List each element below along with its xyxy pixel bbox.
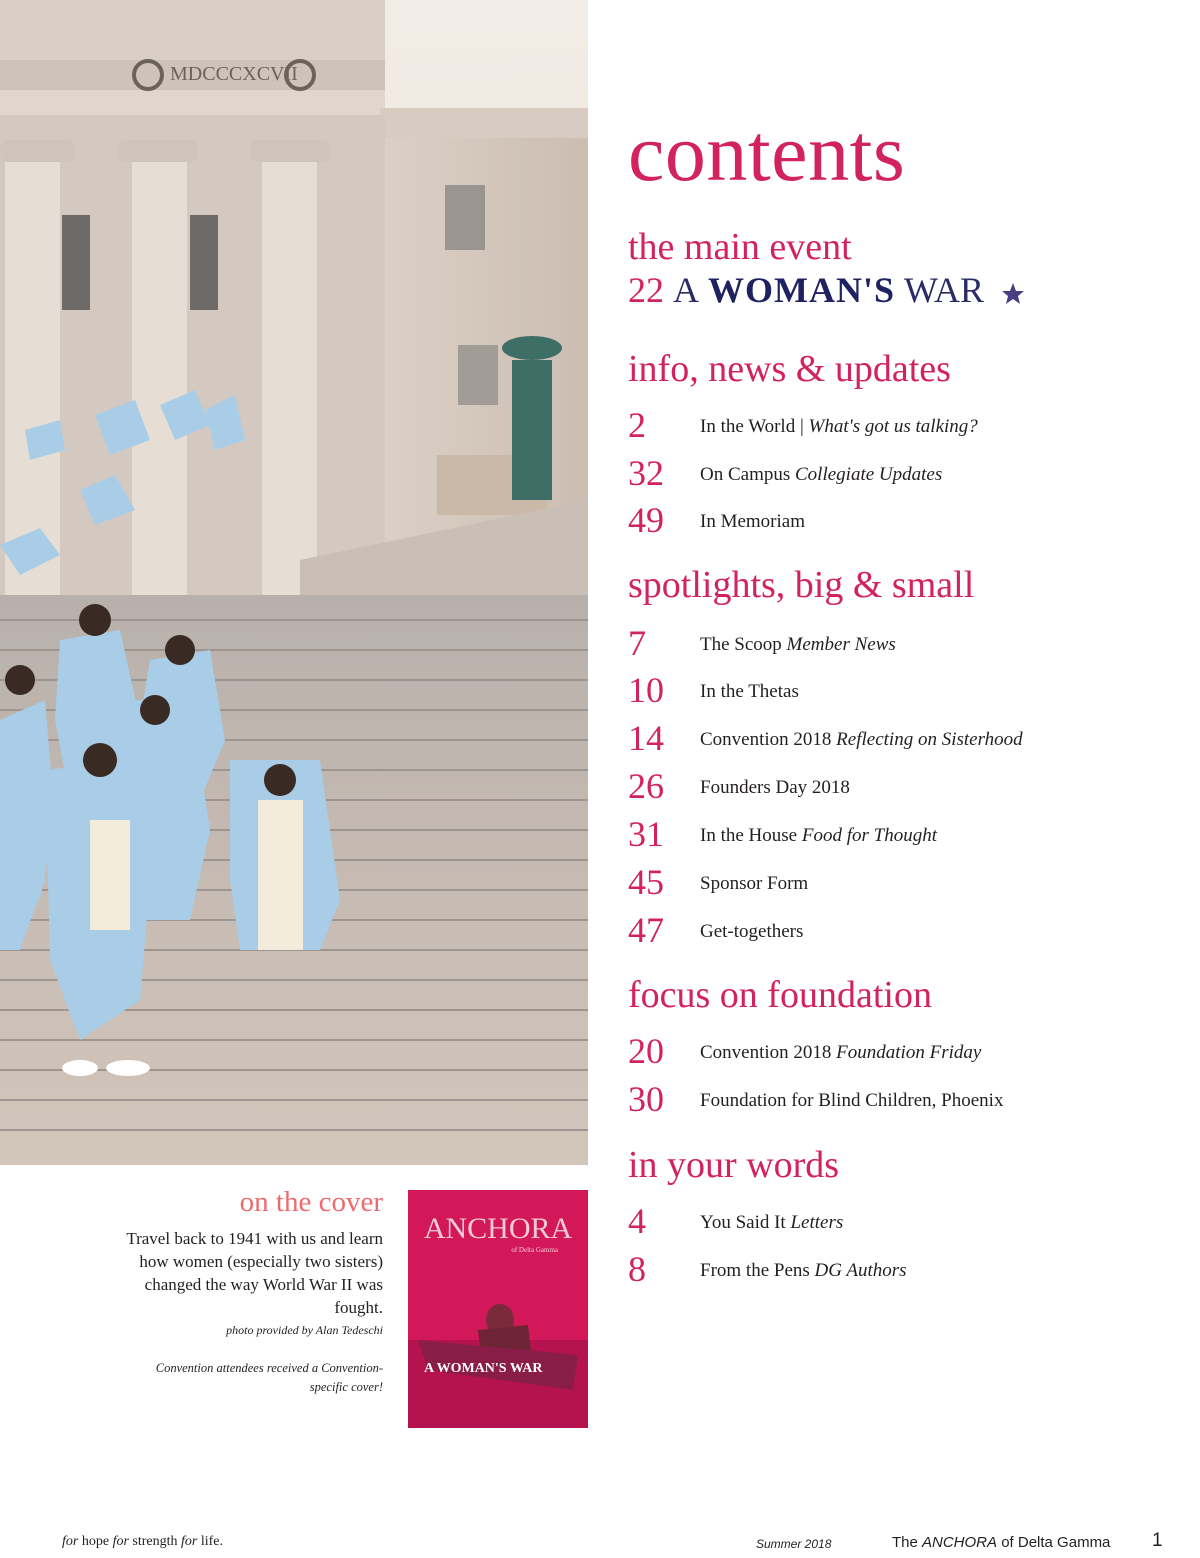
toc-entry[interactable] [628,862,1188,902]
toc-entry-title: Convention 2018 [700,729,837,750]
toc-entry-label [700,726,1023,754]
toc-entry[interactable] [628,1201,1188,1241]
publication-prefix: The [892,1534,923,1551]
toc-page-number: 31 [628,814,664,854]
toc-entry-title: In Memoriam [700,511,806,532]
toc-entry[interactable] [628,623,1188,663]
toc-entry-subtitle: Reflecting on Sisterhood [836,729,1023,750]
toc-page-number: 47 [628,910,664,950]
toc-entry[interactable] [628,814,1188,854]
motto-hope: hope [78,1534,113,1549]
publication-suffix: of Delta Gamma [997,1534,1111,1551]
section-heading-info-news: info, news & updates [628,348,951,390]
issue-date: Summer 2018 [756,1537,832,1551]
toc-entry[interactable] [628,718,1188,758]
toc-entry[interactable] [628,1249,1188,1289]
toc-page-number: 32 [628,453,664,493]
toc-page-number: 8 [628,1249,646,1289]
toc-entry-title: On Campus [700,464,795,485]
main-event-title-womans: WOMAN'S [708,270,895,310]
toc-entry-label [700,1257,907,1285]
toc-entry-title: You Said It [700,1212,791,1233]
cover-description: Travel back to 1941 with us and learn how women (especially two sisters) changed the way World War II was fought. [126,1229,383,1317]
main-event-page-number: 22 [628,270,664,310]
toc-entry[interactable] [628,1079,1188,1119]
toc-entry-subtitle: Food for Thought [801,825,937,846]
toc-entry-title: In the Thetas [700,681,799,702]
motto-for: for [112,1534,129,1549]
toc-entry-title: Sponsor Form [700,873,809,894]
graduates-photo-illustration [0,0,588,1165]
building-inscription: MDCCCXCVII [170,63,298,85]
toc-page-number: 14 [628,718,664,758]
toc-entry[interactable] [628,453,1188,493]
toc-entry[interactable] [628,405,1188,445]
toc-page-number: 45 [628,862,664,902]
toc-entry-subtitle: Member News [786,634,896,655]
publication-name [892,1534,1110,1551]
toc-entry-title: The Scoop [700,634,787,655]
toc-entry-title: Convention 2018 [700,1042,837,1063]
toc-entry-title: In the House [700,825,802,846]
toc-entry[interactable] [628,670,1188,710]
toc-entry-title: Founders Day 2018 [700,777,850,798]
toc-entry-label [700,631,896,659]
toc-page-number: 10 [628,670,664,710]
toc-entry-label [700,870,808,898]
section-heading-your-words: in your words [628,1144,840,1186]
toc-entry-label [700,774,850,802]
main-event-title-a: A [673,270,699,310]
toc-entry-label [700,1087,1003,1115]
motto-for: for [181,1534,198,1549]
toc-entry-subtitle: What's got us talking? [808,416,978,437]
contents-title: contents [628,107,906,198]
footer-motto [62,1534,223,1550]
section-heading-main-event: the main event [628,226,852,268]
motto-life: life. [197,1534,224,1549]
toc-entry-title: Get-togethers [700,921,804,942]
toc-entry-subtitle: Foundation Friday [836,1042,982,1063]
toc-entry-subtitle: Collegiate Updates [795,464,943,485]
toc-entry[interactable] [628,1031,1188,1071]
toc-page-number: 2 [628,405,646,445]
page-number: 1 [1152,1530,1163,1551]
toc-entry-title: In the World | [700,416,809,437]
cover-heading: on the cover [239,1186,383,1218]
section-heading-foundation: focus on foundation [628,974,932,1016]
toc-entry-label [700,678,799,706]
toc-entry-subtitle: DG Authors [814,1260,907,1281]
toc-entry-label [700,1039,981,1067]
publication-title: ANCHORA [922,1534,998,1551]
toc-entry[interactable] [628,766,1188,806]
cover-thumb-subtitle: of Delta Gamma [511,1246,558,1254]
toc-entry-subtitle: Letters [790,1212,844,1233]
motto-for: for [62,1534,79,1549]
toc-page-number: 20 [628,1031,664,1071]
main-event-entry[interactable] [628,272,1025,312]
toc-entry-title: From the Pens [700,1260,815,1281]
toc-page-number: 26 [628,766,664,806]
cover-thumb-story: A WOMAN'S WAR [424,1361,543,1376]
toc-page-number: 4 [628,1201,646,1241]
toc-entry-label [700,413,978,441]
star-icon [1001,276,1025,312]
cover-thumb-title: ANCHORA [423,1212,573,1245]
toc-page-number: 30 [628,1079,664,1119]
convention-note: Convention attendees received a Convention-specific cover! [155,1361,383,1394]
toc-entry-label [700,822,937,850]
toc-entry-title: Foundation for Blind Children, Phoenix [700,1090,1004,1111]
section-heading-spotlights: spotlights, big & small [628,564,975,606]
toc-entry-label [700,918,803,946]
toc-entry-label [700,461,942,489]
photo-credit: photo provided by Alan Tedeschi [226,1323,383,1337]
motto-strength: strength [128,1534,182,1549]
toc-entry-label [700,1209,843,1237]
cover-photo [0,0,588,1165]
toc-page-number: 49 [628,500,664,540]
toc-entry[interactable] [628,500,1188,540]
cover-thumbnail [408,1190,588,1428]
main-event-title-war: WAR [904,270,984,310]
toc-entry[interactable] [628,910,1188,950]
toc-entry-label [700,508,805,536]
toc-page-number: 7 [628,623,646,663]
